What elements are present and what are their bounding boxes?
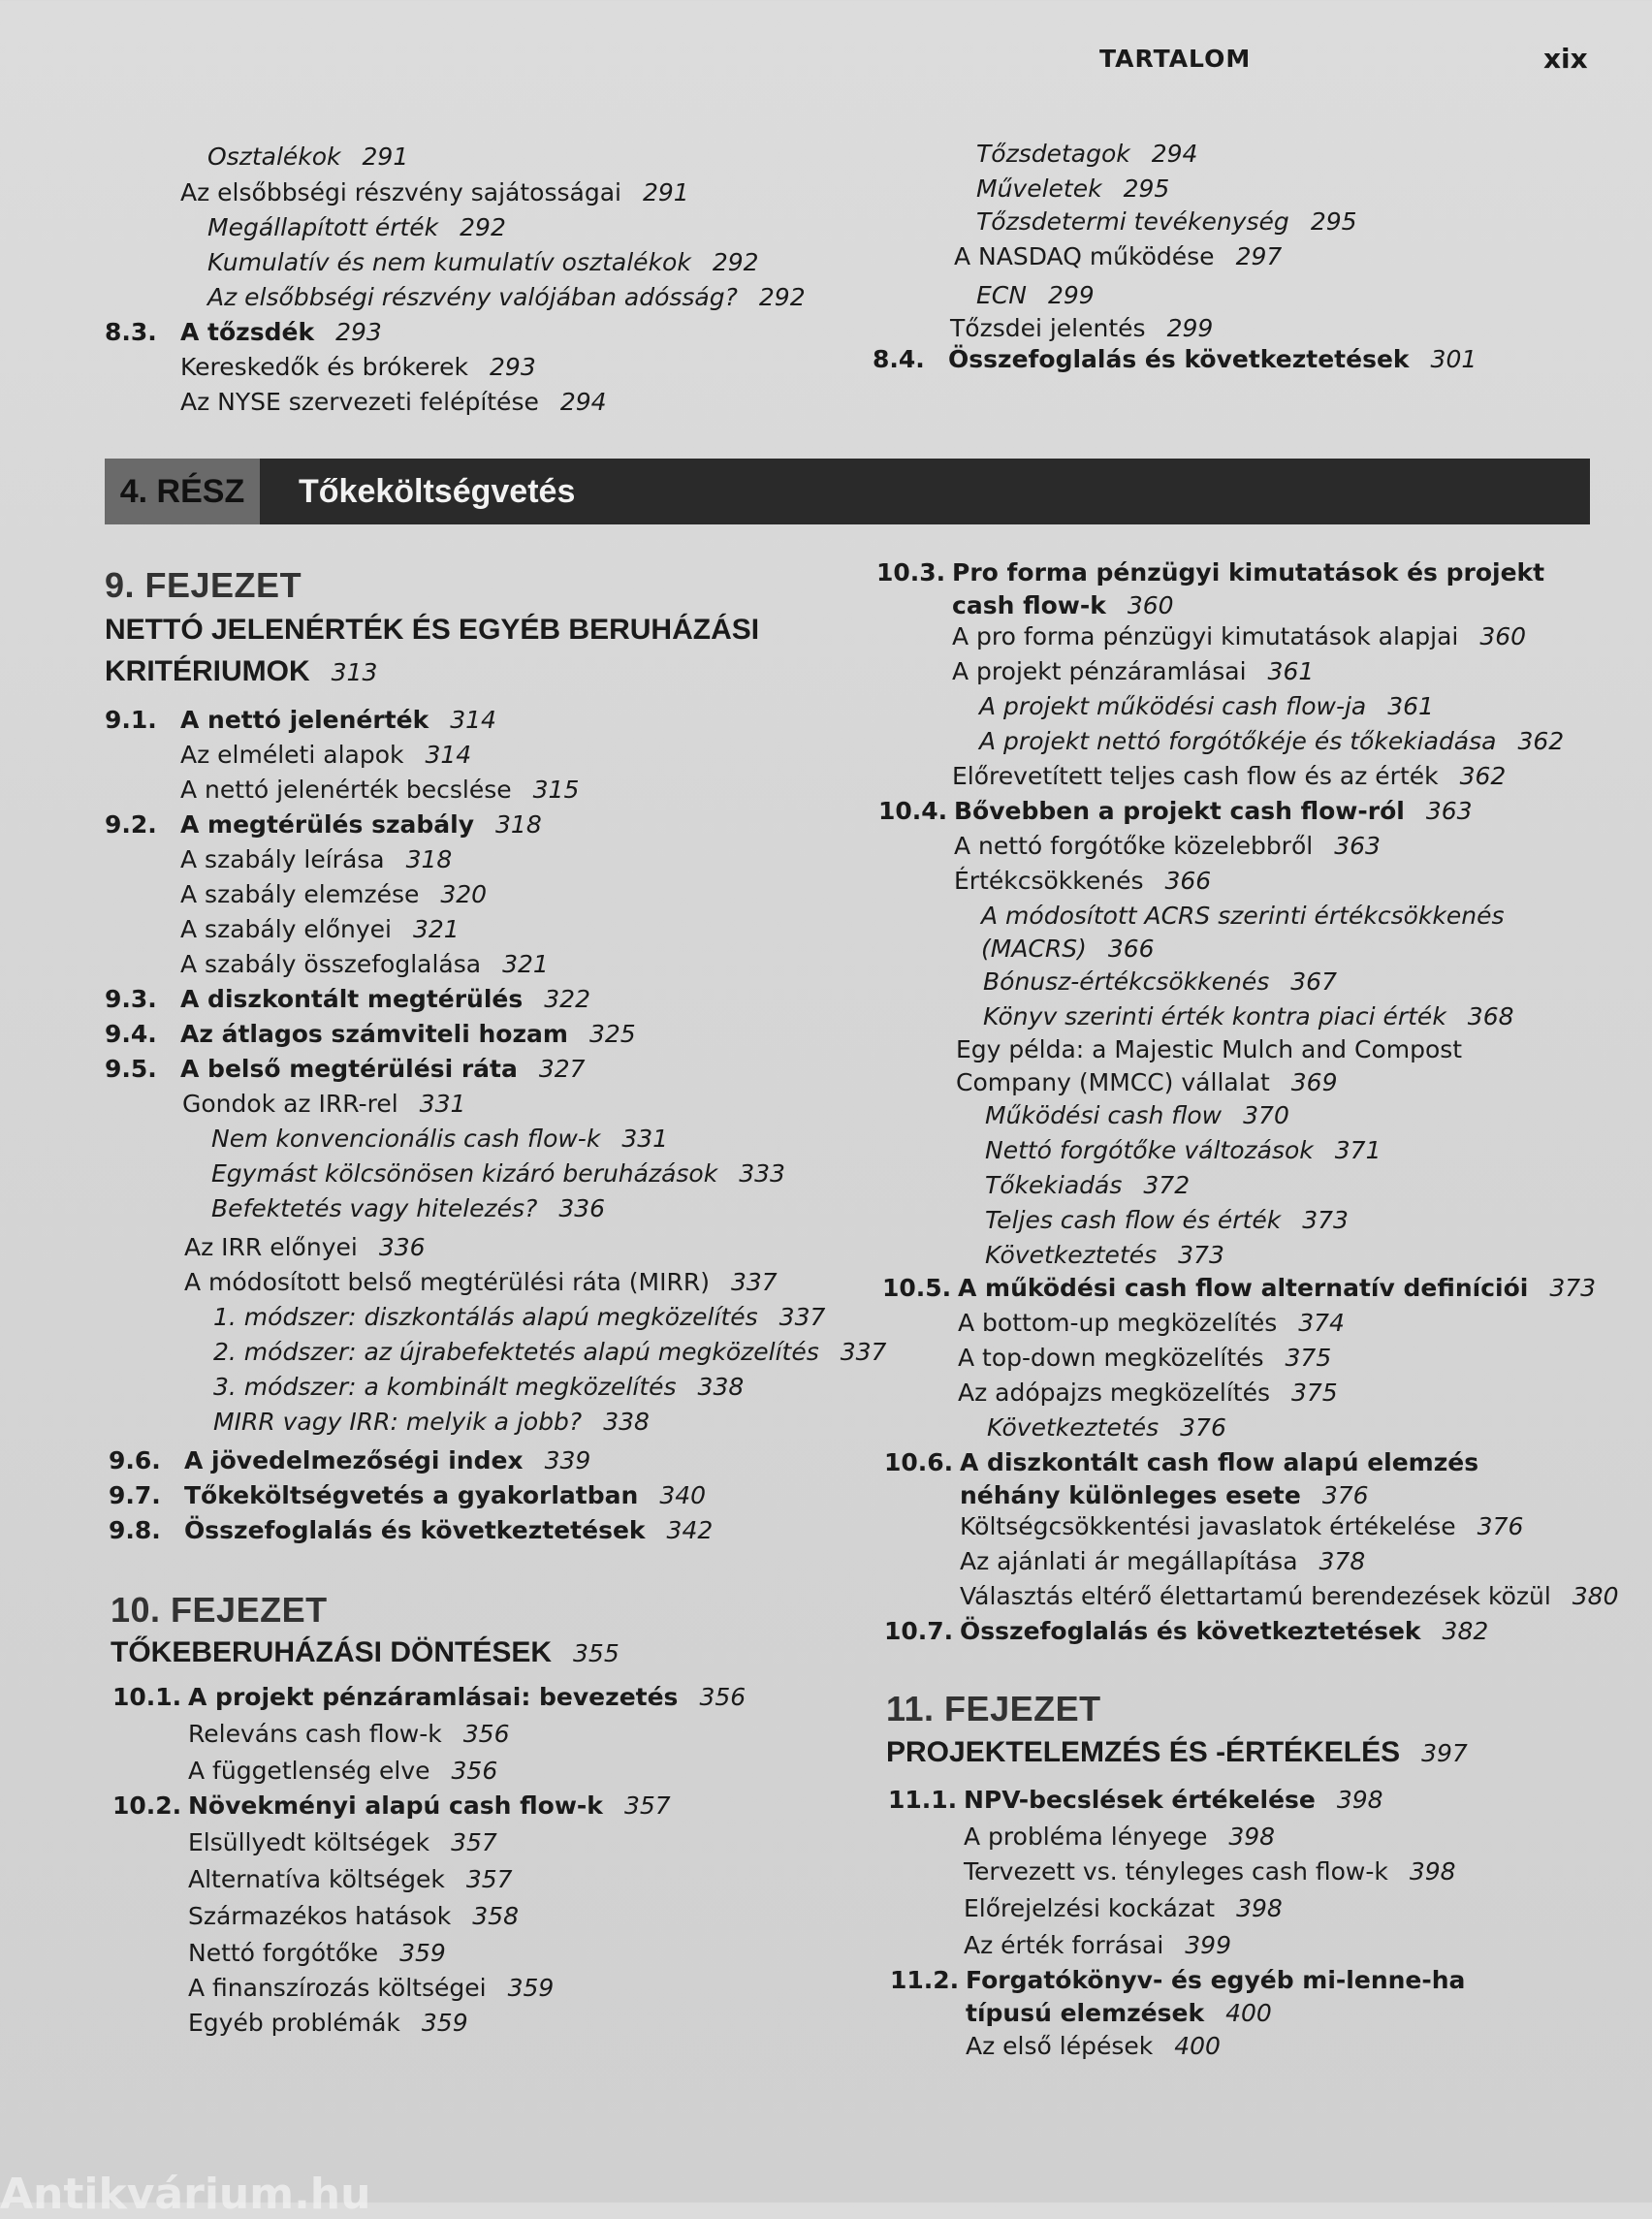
toc-entry: Választás eltérő élettartamú berendezések közül 380	[960, 1582, 1619, 1610]
toc-entry: Egy példa: a Majestic Mulch and Compost Company (MMCC) vállalat 369	[956, 1035, 1463, 1096]
toc-entry: A projekt pénzáramlásai 361	[952, 657, 1315, 685]
toc-entry: Tőzsdetermi tevékenység 295	[976, 207, 1357, 236]
toc-entry: 3. módszer: a kombinált megközelítés 338	[213, 1373, 745, 1401]
toc-section: 9.5. A belső megtérülési ráta 327	[105, 1055, 586, 1083]
toc-entry: A nettó forgótőke közelebbről 363	[954, 832, 1381, 860]
toc-entry: A nettó jelenérték becslése 315	[180, 776, 580, 804]
toc-entry: Az első lépések 400	[966, 2032, 1221, 2060]
toc-section: 9.4. Az átlagos számviteli hozam 325	[105, 1020, 636, 1048]
toc-entry: A szabály leírása 318	[180, 845, 453, 873]
toc-entry: ECN 299	[976, 281, 1095, 309]
toc-entry: Az ajánlati ár megállapítása 378	[960, 1547, 1366, 1575]
toc-entry: Az NYSE szervezeti felépítése 294	[180, 388, 607, 416]
part-title: Tőkeköltségvetés	[299, 473, 576, 510]
chapter-number: 9. FEJEZET	[105, 565, 302, 605]
toc-entry: A projekt működési cash flow-ja 361	[979, 692, 1434, 720]
toc-section: 8.3. A tőzsdék 293	[105, 318, 382, 346]
toc-entry: Költségcsökkentési javaslatok értékelése 376	[960, 1512, 1524, 1540]
toc-entry: Megállapított érték 292	[207, 213, 506, 241]
toc-section: 9.3. A diszkontált megtérülés 322	[105, 985, 590, 1013]
chapter-title: NETTÓ JELENÉRTÉK ÉS EGYÉB BERUHÁZÁSI	[105, 614, 760, 646]
toc-entry: MIRR vagy IRR: melyik a jobb? 338	[213, 1408, 650, 1436]
toc-entry: A probléma lényege 398	[964, 1823, 1276, 1851]
toc-entry: Kereskedők és brókerek 293	[180, 353, 536, 381]
toc-entry: A szabály elemzése 320	[180, 880, 488, 908]
part-label: 4. RÉSZ	[105, 459, 260, 524]
toc-entry: Könyv szerinti érték kontra piaci érték 368	[983, 1002, 1514, 1030]
toc-entry: Kumulatív és nem kumulatív osztalékok 292	[207, 248, 759, 276]
toc-entry: A top-down megközelítés 375	[958, 1344, 1332, 1372]
toc-entry: Releváns cash flow-k 356	[188, 1720, 510, 1748]
toc-entry: Az adópajzs megközelítés 375	[958, 1379, 1338, 1407]
toc-entry: Következtetés 373	[985, 1241, 1224, 1269]
toc-entry: Egyéb problémák 359	[188, 2009, 468, 2037]
toc-section: 9.2. A megtérülés szabály 318	[105, 810, 542, 839]
toc-entry: Származékos hatások 358	[188, 1902, 519, 1930]
toc-section: 10.3. Pro forma pénzügyi kimutatások és projekt cash flow-k 360	[876, 558, 1545, 619]
toc-section: 10.5. A működési cash flow alternatív definíciói 373	[882, 1274, 1597, 1302]
toc-entry: Bónusz-értékcsökkenés 367	[983, 967, 1337, 996]
toc-entry: Tőkekiadás 372	[985, 1171, 1191, 1199]
running-head	[0, 39, 1652, 78]
toc-entry: Az elsőbbségi részvény valójában adósság? 292	[207, 283, 806, 311]
toc-entry: A finanszírozás költségei 359	[188, 1974, 555, 2002]
toc-entry: Előrevetített teljes cash flow és az érték 362	[952, 762, 1507, 790]
chapter-title: TŐKEBERUHÁZÁSI DÖNTÉSEK 355	[111, 1636, 620, 1668]
toc-entry: Működési cash flow 370	[985, 1101, 1289, 1129]
toc-entry: Az elméleti alapok 314	[180, 741, 472, 769]
toc-entry: Tőzsdei jelentés 299	[950, 314, 1214, 342]
toc-entry: Nem konvencionális cash flow-k 331	[211, 1125, 669, 1153]
toc-entry: Teljes cash flow és érték 373	[985, 1206, 1349, 1234]
toc-entry: A szabály előnyei 321	[180, 915, 460, 943]
toc-entry: Osztalékok 291	[207, 143, 409, 171]
toc-entry: A módosított ACRS szerinti értékcsökkenés (MACRS) 366	[981, 902, 1505, 963]
toc-section: 10.1. A projekt pénzáramlásai: bevezetés 356	[112, 1683, 747, 1711]
toc-entry: Értékcsökkenés 366	[954, 867, 1212, 895]
chapter-title-cont: KRITÉRIUMOK 313	[105, 655, 378, 687]
chapter-title: PROJEKTELEMZÉS ÉS -ÉRTÉKELÉS 397	[886, 1736, 1468, 1768]
toc-entry: Előrejelzési kockázat 398	[964, 1894, 1283, 1922]
page-number: xix	[1543, 43, 1588, 75]
toc-entry: A NASDAQ működése 297	[954, 242, 1283, 270]
toc-entry: Műveletek 295	[976, 174, 1170, 203]
toc-entry: Nettó forgótőke változások 371	[985, 1136, 1382, 1164]
toc-entry: 2. módszer: az újrabefektetés alapú megközelítés 337	[213, 1338, 887, 1366]
toc-section: 11.2. Forgatókönyv- és egyéb mi-lenne-ha típusú elemzések 400	[890, 1966, 1466, 2027]
toc-entry: Az érték forrásai 399	[964, 1931, 1231, 1959]
toc-section: 9.6. A jövedelmezőségi index 339	[109, 1446, 591, 1474]
chapter-number: 11. FEJEZET	[886, 1689, 1101, 1728]
toc-section: 9.8. Összefoglalás és következtetések 342	[109, 1516, 714, 1544]
toc-entry: Alternatíva költségek 357	[188, 1865, 513, 1893]
toc-entry: A módosított belső megtérülési ráta (MIRR) 337	[184, 1268, 778, 1296]
toc-section: 10.2. Növekményi alapú cash flow-k 357	[112, 1791, 671, 1820]
toc-entry: Tőzsdetagok 294	[976, 140, 1198, 168]
running-head-section: TARTALOM	[1099, 45, 1252, 73]
toc-entry: A projekt nettó forgótőkéje és tőkekiadása 362	[979, 727, 1565, 755]
toc-section: 9.1. A nettó jelenérték 314	[105, 706, 496, 734]
toc-section: 11.1. NPV-becslések értékelése 398	[888, 1786, 1383, 1814]
toc-entry: Az IRR előnyei 336	[184, 1233, 426, 1261]
toc-entry: Tervezett vs. tényleges cash flow-k 398	[964, 1857, 1456, 1886]
toc-entry: 1. módszer: diszkontálás alapú megközelítés 337	[213, 1303, 826, 1331]
toc-entry: Gondok az IRR-rel 331	[182, 1090, 466, 1118]
toc-section: 10.4. Bővebben a projekt cash flow-ról 363	[878, 797, 1473, 825]
toc-entry: A szabály összefoglalása 321	[180, 950, 549, 978]
toc-section: 8.4. Összefoglalás és következtetések 301	[873, 345, 1477, 373]
toc-entry: Következtetés 376	[987, 1413, 1226, 1442]
toc-entry: Egymást kölcsönösen kizáró beruházások 333	[211, 1159, 785, 1188]
toc-entry: A bottom-up megközelítés 374	[958, 1309, 1345, 1337]
toc-section: 10.7. Összefoglalás és következtetések 382	[884, 1617, 1489, 1645]
watermark-text: Antikvárium.hu	[0, 2170, 371, 2219]
toc-entry: Nettó forgótőke 359	[188, 1939, 446, 1967]
toc-entry: A pro forma pénzügyi kimutatások alapjai 360	[952, 622, 1527, 650]
toc-entry: Befektetés vagy hitelezés? 336	[211, 1194, 606, 1222]
toc-section: 9.7. Tőkeköltségvetés a gyakorlatban 340	[109, 1481, 707, 1509]
chapter-number: 10. FEJEZET	[111, 1590, 328, 1630]
toc-entry: Elsüllyedt költségek 357	[188, 1828, 497, 1856]
toc-entry: A függetlenség elve 356	[188, 1757, 498, 1785]
toc-entry: Az elsőbbségi részvény sajátosságai 291	[180, 178, 689, 206]
toc-section: 10.6. A diszkontált cash flow alapú elemzés néhány különleges esete 376	[884, 1448, 1479, 1509]
part-banner	[105, 459, 1590, 524]
